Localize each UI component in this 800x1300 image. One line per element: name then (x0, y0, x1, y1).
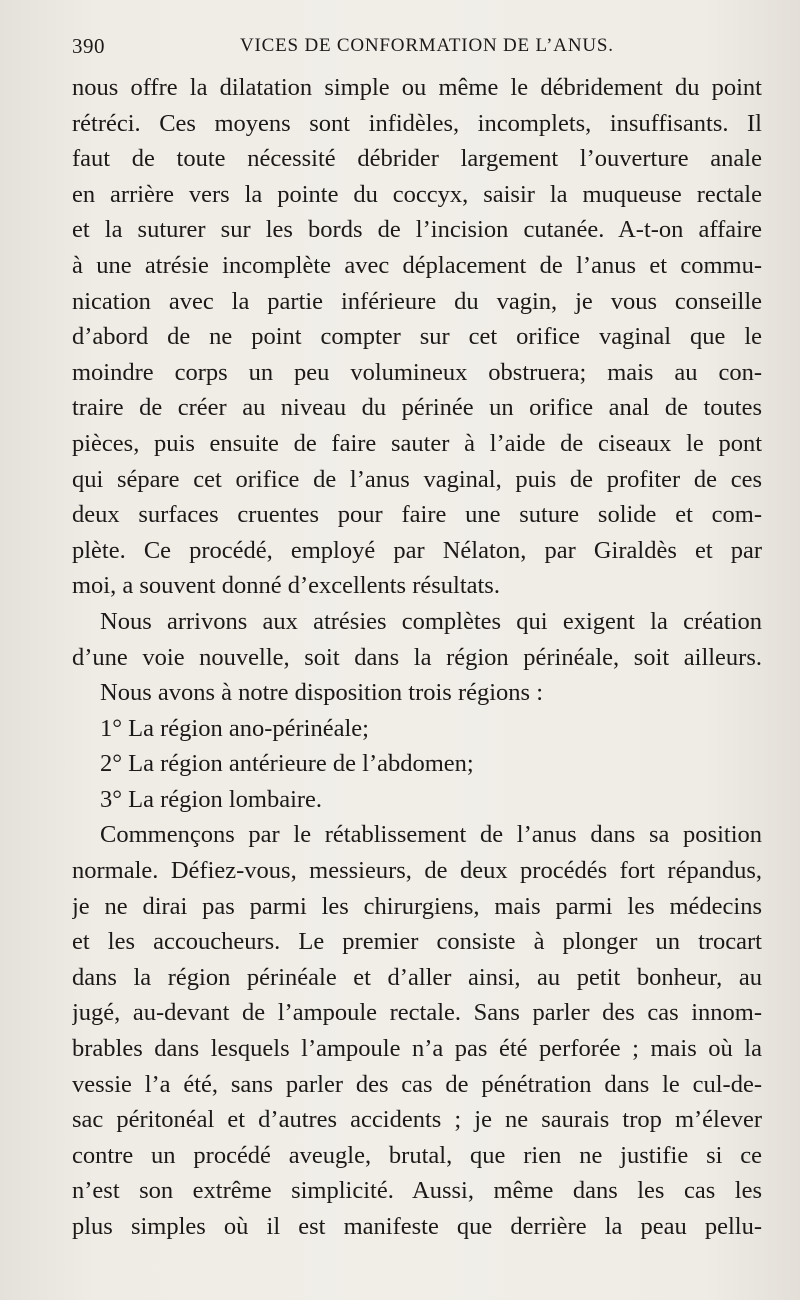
text-line: en arrière vers la pointe du coccyx, saisir la muqueuse rectale (72, 180, 762, 208)
text-line: Nous avons à notre disposition trois régions : (100, 679, 544, 707)
text-line: rétréci. Ces moyens sont infidèles, incomplets, insuffisants. Il (72, 109, 762, 137)
list-item: 1° La région ano-périnéale; (100, 714, 369, 742)
page-number: 390 (72, 34, 105, 58)
text-line: nous offre la dilatation simple ou même le débridement du point (72, 74, 762, 101)
list-item: 2° La région antérieure de l’abdomen; (100, 750, 474, 778)
text-line: faut de toute nécessité débrider largement l’ouverture anale (72, 145, 762, 173)
text-line: vessie l’a été, sans parler des cas de pénétration dans le cul-de- (72, 1070, 762, 1098)
text-line: brables dans lesquels l’ampoule n’a pas été perforée ; mais où la (72, 1035, 762, 1063)
text-line: sac péritonéal et d’autres accidents ; je ne saurais trop m’élever (72, 1106, 762, 1134)
text-line: moi, a souvent donné d’excellents résultats. (72, 572, 500, 600)
running-head: VICES DE CONFORMATION DE L’ANUS. (240, 35, 614, 56)
text-line: je ne dirai pas parmi les chirurgiens, mais parmi les médecins (72, 892, 762, 920)
text-line: et les accoucheurs. Le premier consiste à plonger un trocart (72, 928, 762, 956)
body-text (72, 70, 762, 1245)
text-line: plus simples où il est manifeste que derrière la peau pellu- (72, 1213, 762, 1240)
text-line: normale. Défiez-vous, messieurs, de deux procédés fort répandus, (72, 857, 762, 885)
text-line: dans la région périnéale et d’aller ainsi, au petit bonheur, au (72, 963, 762, 991)
text-line: pièces, puis ensuite de faire sauter à l’aide de ciseaux le pont (72, 429, 762, 457)
text-line: jugé, au-devant de l’ampoule rectale. Sans parler des cas innom- (72, 999, 762, 1027)
text-line: plète. Ce procédé, employé par Nélaton, par Giraldès et par (72, 536, 762, 564)
text-line: Nous arrivons aux atrésies complètes qui exigent la création (100, 607, 762, 635)
text-line: n’est son extrême simplicité. Aussi, même dans les cas les (72, 1177, 762, 1205)
text-line: contre un procédé aveugle, brutal, que rien ne justifie si ce (72, 1141, 762, 1169)
text-line: à une atrésie incomplète avec déplacement de l’anus et commu- (72, 251, 762, 279)
list-item: 3° La région lombaire. (100, 785, 323, 813)
text-line: nication avec la partie inférieure du vagin, je vous conseille (72, 287, 762, 315)
text-line: traire de créer au niveau du périnée un orifice anal de toutes (72, 394, 762, 422)
text-line: Commençons par le rétablissement de l’anus dans sa position (100, 821, 762, 849)
text-line: deux surfaces cruentes pour faire une suture solide et com- (72, 501, 762, 529)
text-line: moindre corps un peu volumineux obstruera; mais au con- (72, 358, 762, 386)
text-line: d’abord de ne point compter sur cet orifice vaginal que le (72, 323, 762, 351)
text-line: d’une voie nouvelle, soit dans la région périnéale, soit ailleurs. (72, 643, 762, 671)
text-line: qui sépare cet orifice de l’anus vaginal, puis de profiter de ces (72, 465, 762, 493)
page-header (72, 34, 762, 62)
text-line: et la suturer sur les bords de l’incision cutanée. A-t-on affaire (72, 216, 762, 244)
